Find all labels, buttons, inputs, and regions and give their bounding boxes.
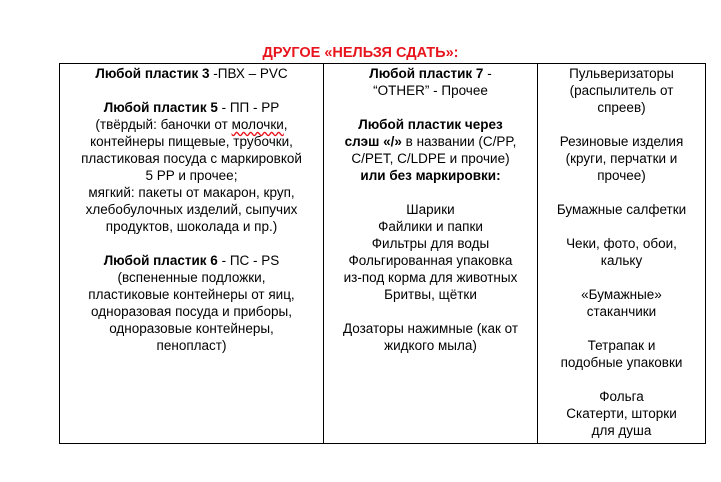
list-item: Шарики [406,202,455,217]
list-item: подобные упаковки [560,355,683,370]
list-item: Фольгированная упаковка [348,253,513,268]
no-marking-line: или без маркировки: [360,168,501,183]
list-item: кальку [600,253,643,268]
plastic-5-desc-line: хлебобулочных изделий, сыпучих [85,202,298,217]
column-plastics-3-5-6 [60,64,324,444]
plastic-5-label: Любой пластик 5 [103,100,218,115]
list-item: Скатерти, шторки [566,406,677,421]
list-item: Дозаторы нажимные (как от [342,321,519,336]
plastic-5-desc-line: (твёрдый: баночки от молочки, [95,117,288,132]
list-item: (распылитель от [569,83,674,98]
plastic-5-desc-line: мягкий: пакеты от макарон, круп, [88,185,295,200]
list-item: Резиновые изделия [559,134,684,149]
plastic-5-line: Любой пластик 5 - ПП - PP [103,100,280,115]
plastic-5-desc-line: контейнеры пищевые, трубочки, [90,134,293,149]
list-item: для душа [591,423,652,438]
plastic-6-desc-line: пластиковые контейнеры от яиц, [88,287,295,302]
slash-plastic-line: Любой пластик через [358,117,503,132]
plastic-6-desc-line: одноразовые контейнеры, [109,321,274,336]
list-item: Тетрапак и [587,338,656,353]
list-item: Файлики и папки [378,219,483,234]
document-title: ДРУГОЕ «НЕЛЬЗЯ СДАТЬ»: [262,45,459,61]
plastic-7-line: Любой пластик 7 - [369,66,492,81]
plastic-6-desc-line: одноразовая посуда и приборы, [91,304,292,319]
plastic-5-desc-line: 5 PP и прочее; [145,168,238,183]
list-item: Бритвы, щётки [384,287,477,302]
plastic-6-desc-line: (вспененные подложки, [117,270,266,285]
list-item: спреев) [597,100,646,115]
plastic-7-label: Любой пластик 7 [369,66,484,81]
spellcheck-word: молочки [231,117,284,132]
plastic-6-desc-line: пенопласт) [156,338,227,353]
column-other-items [538,64,706,444]
list-item: жидкого мыла) [384,338,477,353]
plastic-3-label: Любой пластик 3 [95,66,210,81]
list-item: Пульверизаторы [569,66,674,81]
list-item: (круги, перчатки и [565,151,678,166]
list-item: из-под корма для животных [343,270,518,285]
list-item: прочее) [597,168,646,183]
list-item: Фильтры для воды [371,236,490,251]
list-item: Чеки, фото, обои, [566,236,677,251]
plastic-6-line: Любой пластик 6 - ПС - PS [103,253,280,268]
list-item: «Бумажные» [581,287,662,302]
plastic-5-desc-line: пластиковая посуда с маркировкой [81,151,302,166]
table-row [60,64,706,444]
plastic-3-line: Любой пластик 3 -ПВХ – PVC [95,66,288,81]
slash-plastic-line: C/PET, C/LDPE и прочие) [351,151,510,166]
list-item: стаканчики [586,304,657,319]
non-recyclable-table [59,63,706,444]
plastic-7-other-line: “OTHER” - Прочее [373,83,488,98]
column-plastic-7-other [324,64,538,444]
slash-plastic-line: слэш «/» в названии (C/PP, [344,134,517,149]
list-item: Бумажные салфетки [556,202,687,217]
plastic-5-desc-line: продуктов, шоколада и пр.) [105,219,278,234]
list-item: Фольга [599,389,644,404]
plastic-6-label: Любой пластик 6 [103,253,218,268]
